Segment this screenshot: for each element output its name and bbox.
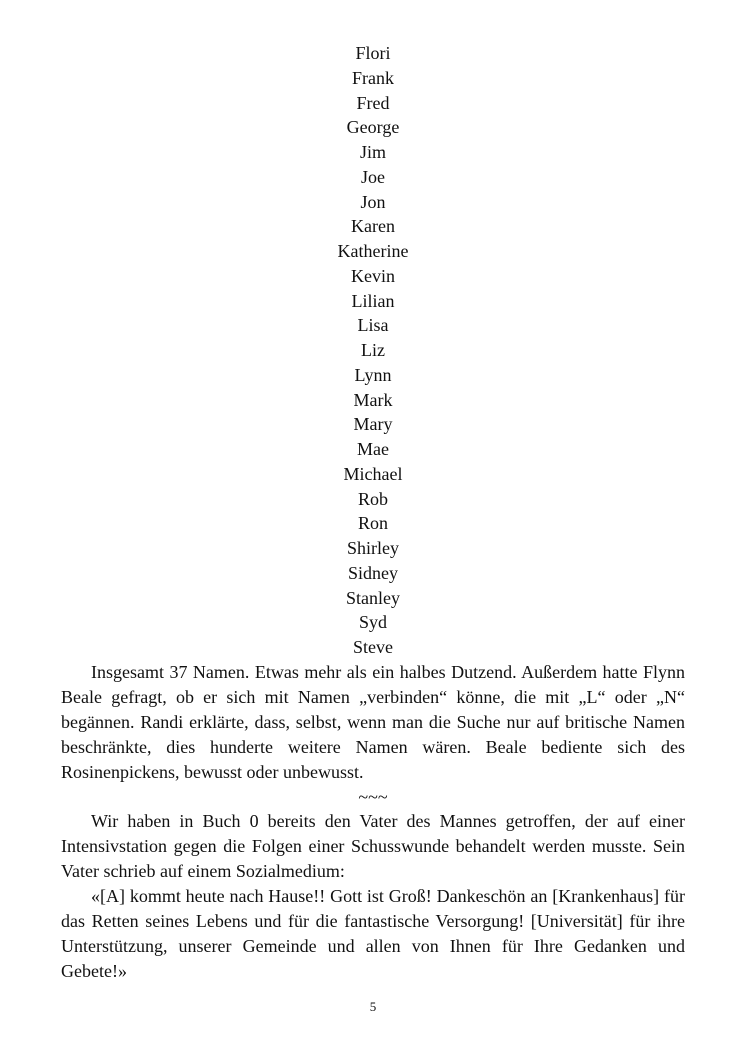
name-item: Steve — [353, 637, 393, 657]
name-list — [61, 41, 685, 660]
name-item: Mark — [353, 389, 393, 410]
paragraph-summary: Insgesamt 37 Namen. Etwas mehr als ein halbes Dutzend. Außerdem hatte Flynn Beale gefragt, ob er sich mit Namen „verbinden“ könne, die mit „L“ oder „N“ begännen. Randi erklärte, dass, selbst, wenn man die Suche nur auf britische Namen beschränkte, dies hunderte weitere Namen wären. Beale bediente sich des Rosinenpickens, bewusst oder unbewusst. — [61, 661, 685, 782]
page-number: 5 — [369, 999, 377, 1014]
name-item: George — [346, 117, 400, 138]
name-item: Syd — [358, 612, 387, 633]
name-item: Joe — [361, 166, 385, 187]
name-item: Liz — [361, 340, 385, 360]
paragraph-quote: «[A] kommt heute nach Hause!! Gott ist Groß! Dankeschön an [Krankenhaus] für das Retten seines Lebens und für die fantastische Versorgung! [Universität] für ihre Unterstützung, unserer Gemeinde und allen von Ihnen für Ihre Gedanken und Gebete!» — [61, 885, 685, 981]
name-item: Lynn — [354, 364, 392, 385]
name-item: Sidney — [347, 562, 398, 583]
name-item: Michael — [343, 463, 403, 484]
name-item: Mary — [353, 414, 393, 435]
name-item: Jon — [360, 191, 386, 212]
name-item: Karen — [351, 216, 395, 237]
name-item: Flori — [355, 43, 391, 63]
name-item: Jim — [359, 142, 386, 162]
page-content — [61, 41, 685, 984]
name-item: Lisa — [357, 315, 389, 336]
name-item: Lilian — [351, 290, 395, 311]
name-item: Mae — [357, 439, 389, 459]
name-item: Ron — [357, 513, 388, 534]
name-item: Rob — [357, 488, 388, 509]
name-item: Shirley — [347, 538, 399, 558]
paragraph-father: Wir haben in Buch 0 bereits den Vater des Mannes getroffen, der auf einer Intensivstation gegen die Folgen einer Schusswunde behandelt werden musste. Sein Vater schrieb auf einem Sozialmedium: — [61, 810, 685, 881]
name-item: Kevin — [351, 265, 395, 286]
name-item: Frank — [352, 67, 394, 88]
name-item: Fred — [356, 92, 390, 113]
section-separator: ~~~ — [358, 786, 388, 807]
name-item: Katherine — [337, 241, 409, 261]
name-item: Stanley — [346, 587, 400, 608]
